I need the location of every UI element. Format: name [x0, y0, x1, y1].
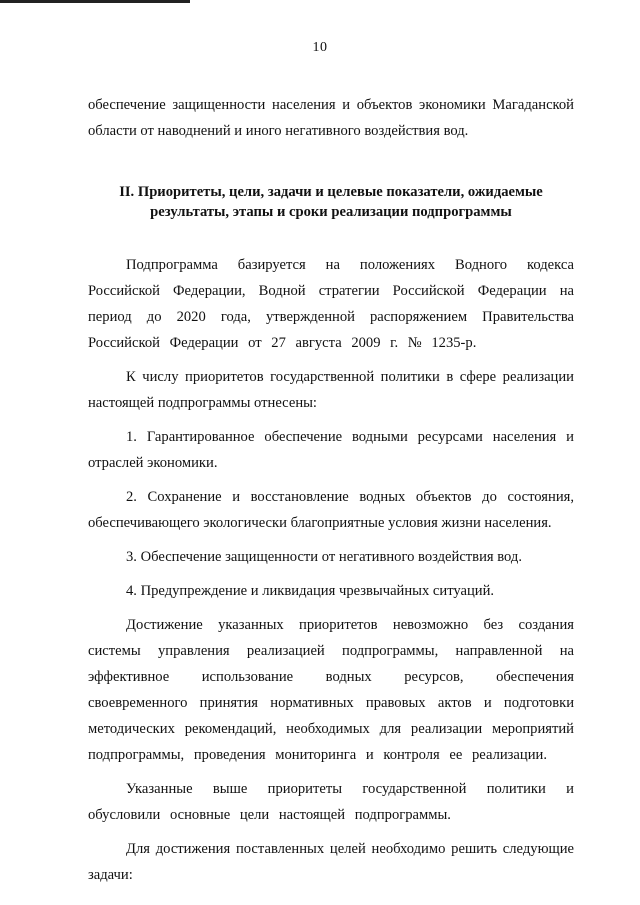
intro-paragraph: обеспечение защищенности населения и объектов экономики Магаданской области от наводнений и иного негативного воздействия вод.: [88, 97, 574, 139]
top-rule: [0, 0, 190, 3]
paragraph-priorities-intro: К числу приоритетов государственной политики в сфере реализации настоящей подпрограммы отнесены:: [88, 369, 574, 411]
priority-item-4: 4. Предупреждение и ликвидация чрезвычайных ситуаций.: [126, 583, 495, 599]
priority-item-1: 1. Гарантированное обеспечение водными ресурсами населения и отраслей экономики.: [88, 429, 574, 471]
priority-item-2: 2. Сохранение и восстановление водных объектов до состояния, обеспечивающего экологически благоприятные условия жизни населения.: [88, 489, 574, 531]
priority-item-3: 3. Обеспечение защищенности от негативного воздействия вод.: [126, 549, 522, 565]
document-body: [88, 92, 574, 888]
paragraph-goals: Указанные выше приоритеты государственной политики и обусловили основные цели настоящей подпрограммы.: [88, 781, 574, 823]
paragraph-tasks-intro: Для достижения поставленных целей необходимо решить следующие задачи:: [88, 841, 574, 883]
paragraph-achievement: Достижение указанных приоритетов невозможно без создания системы управления реализацией подпрограммы, направленной на эффективное использование водных ресурсов, обеспечения своевременного принятия нормативных правовых актов и подготовки методических рекомендаций, необходимых для реализации мероприятий подпрограммы, проведения мониторинга и контроля ее реализации.: [88, 617, 574, 763]
page-number: 10: [312, 40, 328, 55]
paragraph-basis: Подпрограмма базируется на положениях Водного кодекса Российской Федерации, Водной стратегии Российской Федерации на период до 2020 года, утвержденной распоряжением Правительства Российской Федерации от 27 августа 2009 г. № 1235-р.: [88, 257, 574, 351]
section-heading: II. Приоритеты, цели, задачи и целевые показатели, ожидаемые результаты, этапы и сроки реализации подпрограммы: [119, 184, 543, 220]
